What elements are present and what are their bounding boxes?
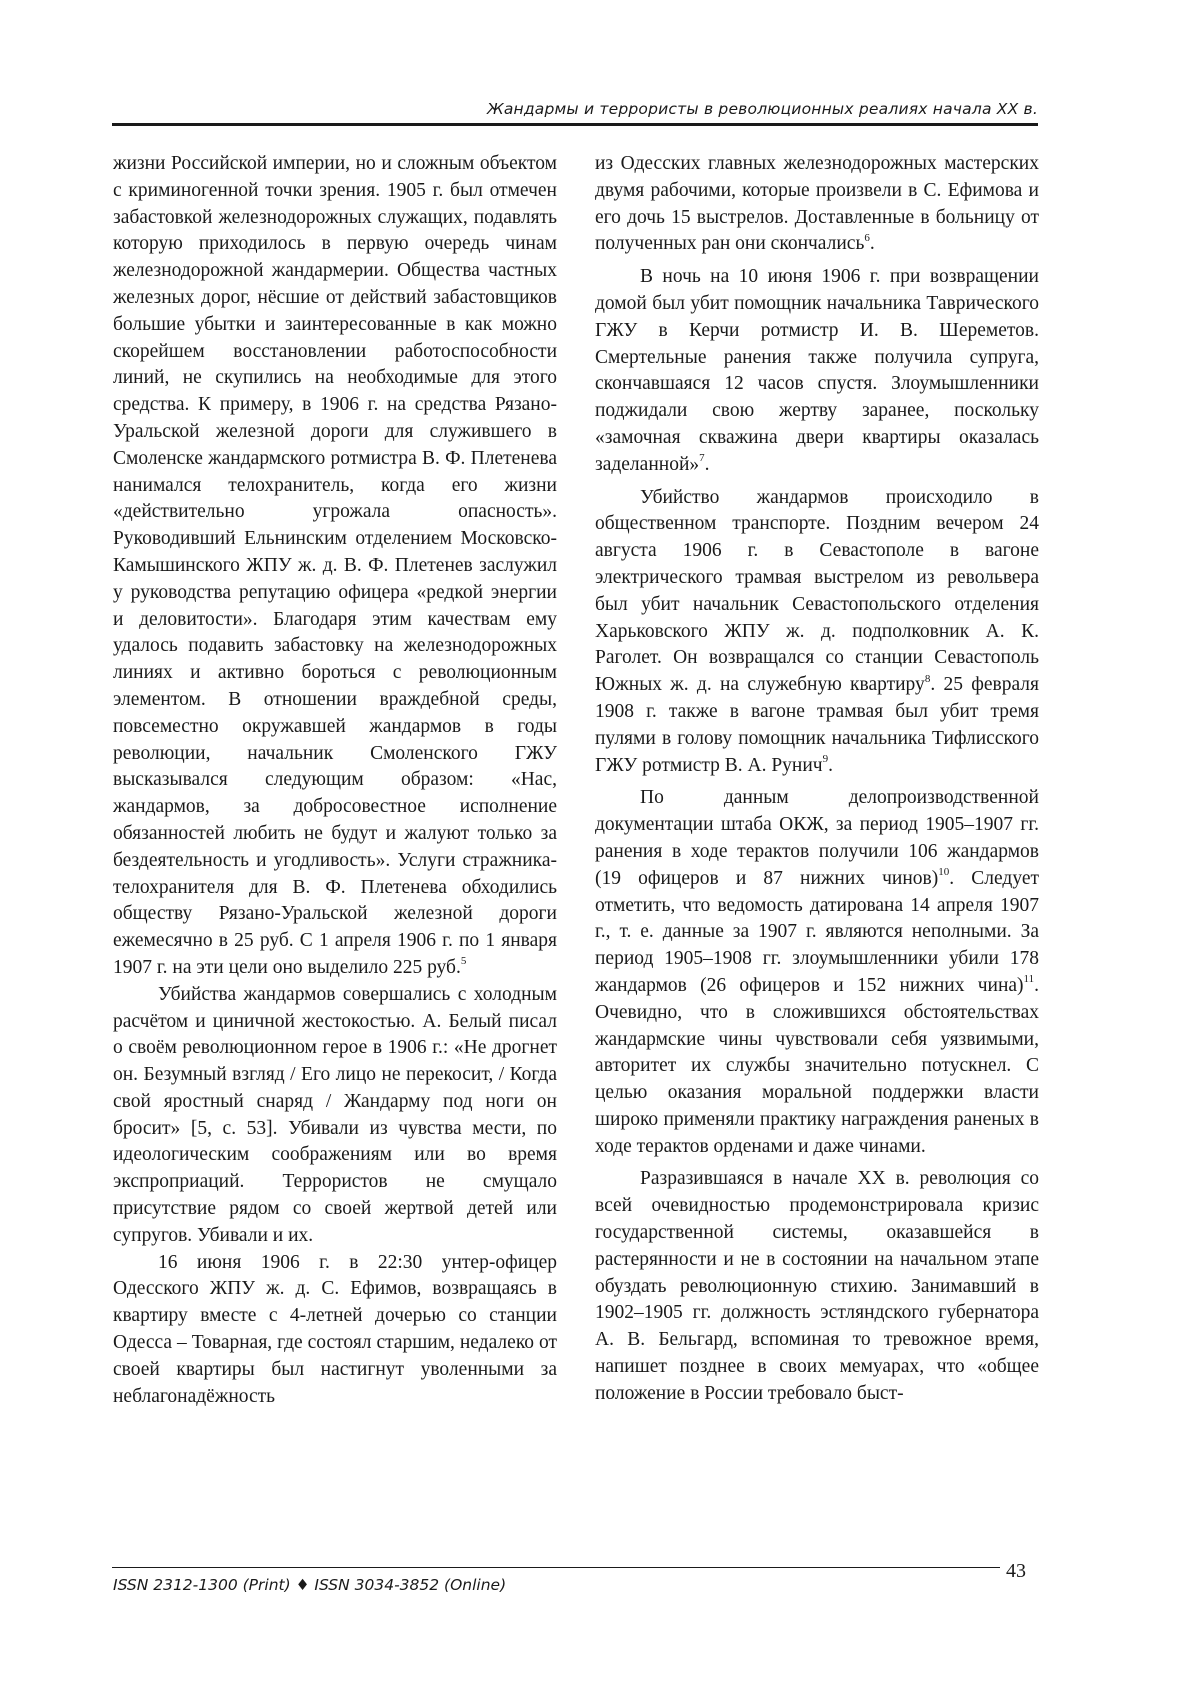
footnote-ref[interactable]: 11	[1023, 973, 1035, 986]
paragraph: По данным делопроизводственной документации штаба ОКЖ, за период 1905–1907 гг. ранения в ходе терактов получили 106 жандармов (19 офицеров и 87 нижних чинов)$^{10}$. Следует отметить, что ведомость датирована 14 апреля 1907 г., т. е. данные за 1907 г. являются неполными. За период 1905–1908 гг. злоумышленники убили 178 жандармов (26 офицеров и 152 нижних чина)$^{11}$. Очевидно, что в сложившихся обстоятельствах жандармские чины чувствовали себя уязвимыми, авторитет их службы значительно потускнел. С целью оказания моральной поддержки власти широко применяли практику награждения раненых в ходе терактов орденами и даже чинами.	[595, 787, 1039, 1157]
header-rule	[112, 123, 1038, 126]
footnote-ref[interactable]: 9	[822, 753, 829, 766]
footnote-ref[interactable]: 7	[699, 452, 705, 465]
left-column	[113, 151, 557, 1410]
right-column	[595, 151, 1039, 1408]
footnote-ref[interactable]: 10	[938, 866, 950, 879]
paragraph: из Одесских главных железнодорожных мастерских двумя рабочими, которые произвели в С. Ефимова и его дочь 15 выстрелов. Доставленные в больницу от полученных ран они скончались$^6$.	[595, 153, 1039, 255]
issn-line: ISSN 2312-1300 (Print) ♦ ISSN 3034-3852 (Online)	[113, 1576, 507, 1594]
footnote-ref[interactable]: 5	[460, 955, 467, 968]
paragraph: жизни Российской империи, но и сложным объектом с криминогенной точки зрения. 1905 г. был отмечен забастовкой железнодорожных служащих, подавлять которую приходилось в первую очередь чинам железнодорожной жандармерии. Общества частных железных дорог, нёсшие от действий забастовщиков большие убытки и заинтересованные в как можно скорейшем восстановлении работоспособности линий, не скупились на необходимые для этого средства. К примеру, в 1906 г. на средства Рязано-Уральской железной дороги для служившего в Смоленске жандармского ротмистра В. Ф. Плетенева нанимался телохранитель, когда его жизни «действительно угрожала опасность». Руководивший Ельнинским отделением Московско-Камышинского ЖПУ ж. д. В. Ф. Плетенев заслужил у руководства репутацию офицера «редкой энергии и деловитости». Благодаря этим качествам ему удалось подавить забастовку на железнодорожных линиях и активно бороться с революционным элементом. В отношении враждебной среды, повсеместно окружавшей жандармов в годы революции, начальник Смоленского ГЖУ высказывался следующим образом: «Нас, жандармов, за добросовестное исполнение обязанностей любить не будут и жалуют только за бездеятельность и угодливость». Услуги стражника-телохранителя для В. Ф. Плетенева обходились обществу Рязано-Уральской железной дороги ежемесячно в 25 руб. С 1 апреля 1906 г. по 1 января 1907 г. на эти цели оно выделило 225 руб.$^5$	[113, 153, 557, 978]
paragraph: В ночь на 10 июня 1906 г. при возвращении домой был убит помощник начальника Таврического ГЖУ в Керчи ротмистр И. В. Шереметов. Смертельные ранения также получила супруга, скончавшаяся 12 часов спустя. Злоумышленники поджидали свою жертву заранее, поскольку «замочная скважина двери квартиры оказалась заделанной»$^7$.	[595, 266, 1039, 475]
paragraph: Убийства жандармов совершались с холодным расчётом и циничной жестокостью. А. Белый писал о своём революционном герое в 1906 г.: «Не дрогнет он. Безумный взгляд / Его лицо не перекосит, / Когда свой яростный снаряд / Жандарму под ноги он бросит» [5, с. 53]. Убивали из чувства мести, по идеологическим соображениям или во время экспроприаций. Террористов не смущало присутствие рядом со своей жертвой детей или супругов. Убивали и их.	[113, 983, 557, 1246]
page-number: 43	[1006, 1560, 1026, 1582]
footnote-ref[interactable]: 6	[864, 231, 870, 244]
paragraph: 16 июня 1906 г. в 22:30 унтер-офицер Одесского ЖПУ ж. д. С. Ефимов, возвращаясь в квартиру вместе с 4-летней дочерью со станции Одесса – Товарная, где состоял старшим, недалеко от своей квартиры был настигнут уволенными за неблагонадёжность	[113, 1251, 557, 1407]
running-header: Жандармы и террористы в революционных реалиях начала XX в.	[486, 100, 1038, 118]
footnote-ref[interactable]: 8	[924, 672, 931, 685]
paragraph: Разразившаяся в начале XX в. революция со всей очевидностью продемонстрировала кризис государственной системы, оказавшейся в растерянности и не в состоянии на начальном этапе обуздать революционную стихию. Занимавший в 1902–1905 гг. должность эстляндского губернатора А. В. Бельгард, вспоминая то тревожное время, напишет позднее в своих мемуарах, что «общее положение в России требовало быст-	[595, 1168, 1039, 1404]
paragraph: Убийство жандармов происходило в общественном транспорте. Поздним вечером 24 августа 1906 г. в Севастополе в вагоне электрического трамвая выстрелом из револьвера был убит начальник Севастопольского отделения Харьковского ЖПУ ж. д. подполковник А. К. Раголет. Он возвращался со станции Севастополь Южных ж. д. на служебную квартиру$^8$. 25 февраля 1908 г. также в вагоне трамвая был убит тремя пулями в голову помощник начальника Тифлисского ГЖУ ротмистр В. А. Рунич$^9$.	[595, 486, 1039, 776]
footer-rule	[112, 1567, 1000, 1568]
